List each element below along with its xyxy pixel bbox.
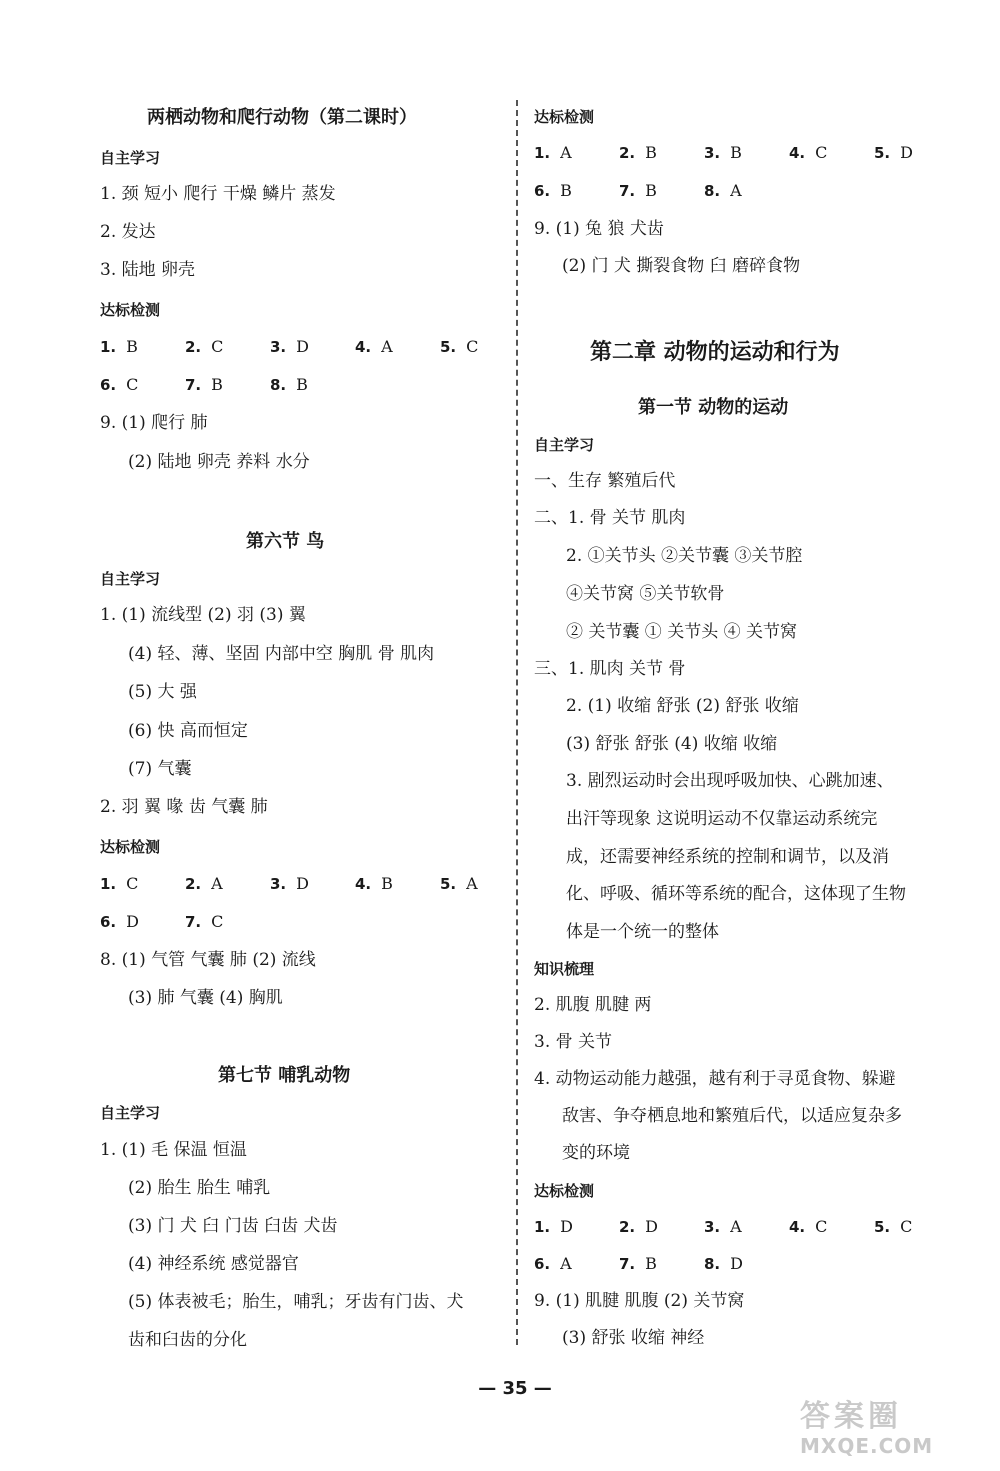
watermark-logo [800,1400,980,1464]
section-title-mammal: 第七节 哺乳动物 [218,1065,351,1086]
choice-item: 4. A [355,337,393,356]
choice-item: 6. C [100,375,139,394]
choice-item: 1. B [100,337,138,356]
answer-line: (5) 体表被毛；胎生，哺乳；牙齿有门齿、犬 [128,1292,464,1312]
answer-line: 体是一个统一的整体 [566,922,719,942]
choice-item: 7. C [185,912,224,931]
answer-line: (3) 舒张 舒张 (4) 收缩 收缩 [566,734,778,754]
choice-item: 2. C [185,337,224,356]
answer-line: 二、1. 骨 关节 肌肉 [534,508,686,528]
answer-line: 3. 剧烈运动时会出现呼吸加快、心跳加速、 [566,771,894,791]
subheading-test: 达标检测 [100,301,161,319]
answer-line: 9. (1) 肌腱 肌腹 (2) 关节窝 [534,1291,745,1311]
answer-line: 成，还需要神经系统的控制和调节，以及消 [566,847,889,867]
answer-line: 三、1. 肌肉 关节 骨 [534,659,686,679]
answer-line: 1. 颈 短小 爬行 干燥 鳞片 蒸发 [100,184,336,204]
choice-item: 3. A [704,1217,742,1236]
answer-line: (3) 门 犬 臼 门齿 臼齿 犬齿 [128,1216,338,1236]
choice-item: 4. C [789,143,828,162]
answer-line: 9. (1) 爬行 肺 [100,413,208,433]
subheading-knowledge: 知识梳理 [534,960,595,978]
answer-line: 变的环境 [562,1143,630,1163]
choice-item: 3. B [704,143,742,162]
choice-item: 4. B [355,874,393,893]
section-title-bird: 第六节 鸟 [246,531,325,552]
choice-item: 3. D [270,874,309,893]
answer-line: (3) 舒张 收缩 神经 [562,1328,705,1348]
choice-item: 1. D [534,1217,573,1236]
choice-item: 5. A [440,874,478,893]
answer-line: (6) 快 高而恒定 [128,721,248,741]
section-title-motion: 第一节 动物的运动 [638,397,789,418]
answer-line: (2) 门 犬 撕裂食物 臼 磨碎食物 [562,256,801,276]
answer-line: 出汗等现象 这说明运动不仅靠运动系统完 [566,809,878,829]
answer-line: 9. (1) 兔 狼 犬齿 [534,219,664,239]
chapter-title: 第二章 动物的运动和行为 [590,340,840,365]
column-divider [516,100,518,1345]
choice-item: 3. D [270,337,309,356]
answer-line: 2. 肌腹 肌腱 两 [534,995,652,1015]
choice-item: 5. C [440,337,479,356]
answer-line: (2) 胎生 胎生 哺乳 [128,1178,271,1198]
answer-line: 3. 骨 关节 [534,1032,613,1052]
page-number: — 35 — [478,1378,552,1399]
answer-line: (3) 肺 气囊 (4) 胸肌 [128,988,283,1008]
answer-line: (4) 神经系统 感觉器官 [128,1254,299,1274]
section-title-amphibian: 两栖动物和爬行动物（第二课时） [147,107,417,128]
choice-item: 1. C [100,874,139,893]
answer-line: (5) 大 强 [128,682,197,702]
answer-line: 2. 羽 翼 喙 齿 气囊 肺 [100,797,268,817]
answer-line: 1. (1) 流线型 (2) 羽 (3) 翼 [100,605,306,625]
answer-line: 4. 动物运动能力越强，越有利于寻觅食物、躲避 [534,1069,896,1089]
choice-item: 6. D [100,912,139,931]
subheading-test: 达标检测 [534,1182,595,1200]
choice-item: 2. A [185,874,223,893]
choice-item: 7. B [619,181,657,200]
choice-item: 1. A [534,143,572,162]
watermark-site: MXQE.COM [800,1434,934,1458]
choice-item: 2. D [619,1217,658,1236]
subheading-test: 达标检测 [534,108,595,126]
answer-line: 齿和臼齿的分化 [128,1330,247,1350]
answer-line: 1. (1) 毛 保温 恒温 [100,1140,247,1160]
choice-item: 2. B [619,143,657,162]
answer-line: 2. ①关节头 ②关节囊 ③关节腔 [566,546,803,566]
answer-line: (7) 气囊 [128,759,192,779]
subheading-self-study: 自主学习 [100,149,161,167]
subheading-self-study: 自主学习 [100,570,161,588]
subheading-self-study: 自主学习 [100,1104,161,1122]
choice-item: 4. C [789,1217,828,1236]
answer-line: (4) 轻、薄、坚固 内部中空 胸肌 骨 肌肉 [128,644,435,664]
answer-line: 3. 陆地 卵壳 [100,260,196,280]
choice-item: 8. A [704,181,742,200]
answer-line: 2. 发达 [100,222,156,242]
answer-line: 2. (1) 收缩 舒张 (2) 舒张 收缩 [566,696,799,716]
choice-item: 7. B [619,1254,657,1273]
answer-line: 8. (1) 气管 气囊 肺 (2) 流线 [100,950,316,970]
choice-item: 5. C [874,1217,913,1236]
watermark-logo-text: 答案圈 [800,1399,902,1434]
choice-item: 8. D [704,1254,743,1273]
choice-item: 5. D [874,143,913,162]
answer-line: 一、生存 繁殖后代 [534,471,676,491]
answer-line: ④关节窝 ⑤关节软骨 [566,584,725,604]
answer-line: 敌害、争夺栖息地和繁殖后代，以适应复杂多 [562,1106,902,1126]
answer-line: ② 关节囊 ① 关节头 ④ 关节窝 [566,622,798,642]
answer-line: (2) 陆地 卵壳 养料 水分 [128,452,310,472]
choice-item: 8. B [270,375,308,394]
answer-line: 化、呼吸、循环等系统的配合，这体现了生物 [566,884,906,904]
subheading-test: 达标检测 [100,838,161,856]
choice-item: 6. B [534,181,572,200]
choice-item: 6. A [534,1254,572,1273]
subheading-self-study: 自主学习 [534,436,595,454]
choice-item: 7. B [185,375,223,394]
